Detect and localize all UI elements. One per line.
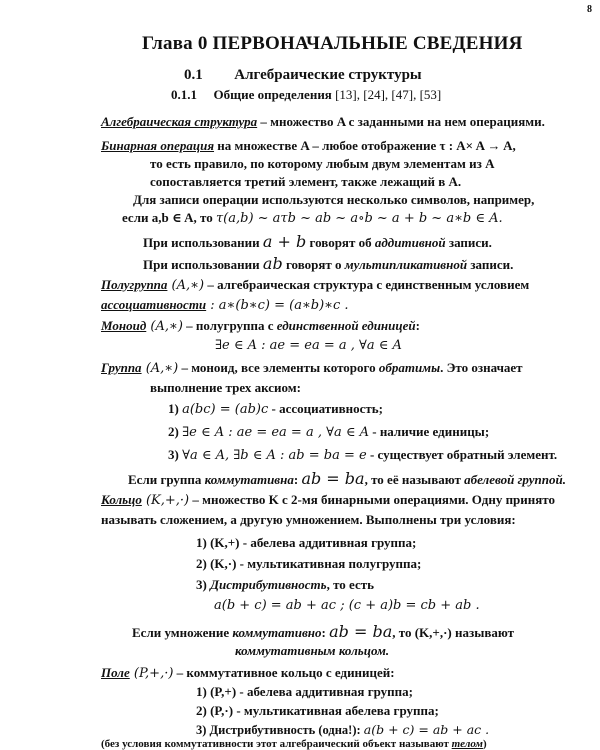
- subsection-number: 0.1.1: [171, 87, 197, 102]
- section-number: 0.1: [184, 67, 203, 83]
- field-c3-math: a(b + c) = ab + ac .: [363, 722, 490, 737]
- axiom-2-math: ∃e ∈ A : ae = ea = a , ∀a ∈ A: [182, 425, 369, 440]
- ring-cond-3: [196, 577, 374, 593]
- group-line2: выполнение трех аксиом:: [150, 380, 301, 395]
- additive-post: записи.: [445, 235, 492, 250]
- def-ring: [101, 492, 555, 509]
- term-alg-structure: Алгебраическая структура: [101, 114, 258, 129]
- section-heading: [184, 66, 422, 85]
- comm-pre: Если умножение: [132, 625, 233, 640]
- chapter-title: Глава 0 ПЕРВОНАЧАЛЬНЫЕ СВЕДЕНИЯ: [142, 33, 523, 54]
- group-axiom-3: [168, 447, 557, 464]
- field-cond-2: 2) (P,·) - мультикативная абелева группа;: [196, 703, 439, 718]
- monoid-formula: ∃e ∈ A : ae = ea = a , ∀a ∈ A: [215, 338, 402, 353]
- def-field: [101, 665, 395, 682]
- binary-op-line4: Для записи операции используются несколько символов, например,: [133, 192, 535, 207]
- def-semigroup: [101, 277, 529, 294]
- field-text: – коммутативное кольцо с единицей:: [173, 665, 395, 680]
- field-cond-1: 1) (P,+) - абелева аддитивная группа;: [196, 684, 413, 699]
- group-text: – моноид, все элементы которого: [178, 360, 379, 375]
- note-pre: (без условия коммутативности этот алгебраический объект называют: [101, 738, 452, 750]
- ring-c3-pre: 3): [196, 577, 211, 592]
- group-axiom-2: [168, 424, 489, 441]
- mult-term: мультипликативной: [344, 257, 468, 272]
- additive-pre: При использовании: [143, 235, 263, 250]
- term-monoid: Моноид: [101, 318, 147, 333]
- axiom-2-text: - наличие единицы;: [368, 424, 490, 439]
- def-alg-structure: [101, 114, 545, 130]
- subsection-heading: [171, 87, 441, 103]
- binary-op-line3: сопоставляется третий элемент, также лежащий в A.: [150, 174, 462, 189]
- term-associativity: ассоциативности: [101, 297, 207, 312]
- comm-post: , то (K,+,·) называют: [392, 625, 515, 640]
- semigroup-text: – алгебраическая структура с единственным условием: [204, 277, 530, 292]
- term-binary-op: Бинарная операция: [101, 138, 215, 153]
- axiom-2-num: 2): [168, 424, 179, 439]
- axiom-1-text: - ассоциативность;: [268, 401, 384, 416]
- semigroup-pair: (A,∗): [167, 278, 205, 293]
- commutative-ring-name: коммутативным кольцом.: [235, 643, 390, 658]
- additive-note: [143, 232, 492, 252]
- monoid-post: :: [415, 318, 420, 333]
- mult-mid: говорят о: [282, 257, 345, 272]
- term-semigroup: Полугруппа: [101, 277, 168, 292]
- ring-triple: (K,+,·): [141, 493, 190, 508]
- additive-term: аддитивной: [374, 235, 446, 250]
- binary-op-line5-pre: если a,b ∈ A, то: [122, 210, 216, 225]
- binary-op-line2: то есть правило, по которому любым двум элементам из A: [150, 156, 495, 171]
- def-alg-structure-text: – множество A с заданными на нем операциями.: [257, 114, 545, 129]
- axiom-3-math: ∀a ∈ A, ∃b ∈ A : ab = ba = e: [182, 448, 367, 463]
- comm-colon: :: [321, 625, 330, 640]
- distributivity-formula: a(b + c) = ab + ac ; (c + a)b = cb + ab .: [214, 598, 480, 613]
- field-triple: (P,+,·): [129, 666, 174, 681]
- mult-pre: При использовании: [143, 257, 263, 272]
- term-skew-field: телом: [451, 738, 483, 750]
- ring-c3-post: , то есть: [326, 577, 375, 592]
- group-pair: (A,∗): [141, 361, 179, 376]
- page-number: 8: [587, 4, 592, 15]
- ring-line2: называть сложением, а другую умножением. Выполнены три условия:: [101, 512, 516, 527]
- def-group: [101, 360, 523, 377]
- skew-field-note: [101, 739, 487, 750]
- axiom-1-math: a(bc) = (ab)c: [182, 402, 269, 417]
- def-binary-op: [101, 138, 516, 154]
- axiom-3-text: - существует обратный элемент.: [366, 447, 558, 462]
- assoc-formula: : a∗(b∗c) = (a∗b)∗c .: [206, 298, 349, 313]
- mult-math: ab: [262, 254, 283, 273]
- group-post: . Это означает: [440, 360, 523, 375]
- abelian-group-note: [128, 469, 566, 489]
- ring-c3-term: Дистрибутивность: [210, 577, 327, 592]
- term-field: Поле: [101, 665, 130, 680]
- note-post: ): [482, 738, 487, 750]
- semigroup-assoc: [101, 297, 349, 314]
- field-cond-3: [196, 722, 489, 739]
- monoid-text: – полугруппа с: [182, 318, 277, 333]
- axiom-1-num: 1): [168, 401, 179, 416]
- monoid-pair: (A,∗): [146, 319, 183, 334]
- commutative-ring-note: [132, 622, 514, 642]
- additive-math: a + b: [262, 232, 307, 251]
- binary-op-line5: [122, 210, 503, 227]
- group-term: обратимы: [378, 360, 441, 375]
- subsection-refs: [13], [24], [47], [53]: [335, 87, 442, 102]
- term-group: Группа: [101, 360, 142, 375]
- abel-math: ab = ba: [301, 469, 365, 488]
- def-binary-op-text: на множестве A – любое отображение τ : A× A → A,: [214, 138, 516, 153]
- abel-term: коммутативна: [204, 472, 294, 487]
- mult-post: записи.: [467, 257, 514, 272]
- subsection-title: Общие определения: [213, 87, 332, 102]
- comm-math: ab = ba: [329, 622, 393, 641]
- monoid-term: единственной единицей: [276, 318, 416, 333]
- term-ring: Кольцо: [101, 492, 142, 507]
- abel-pre: Если группа: [128, 472, 205, 487]
- additive-mid: говорят об: [306, 235, 375, 250]
- def-monoid: [101, 318, 420, 335]
- comm-term: коммутативно: [232, 625, 322, 640]
- mult-note: [143, 254, 513, 274]
- section-title: Алгебраические структуры: [234, 67, 422, 83]
- abel-name: абелевой группой.: [464, 472, 566, 487]
- ring-cond-1: 1) (K,+) - абелева аддитивная группа;: [196, 535, 417, 550]
- group-axiom-1: [168, 401, 383, 418]
- abel-post: , то её называют: [364, 472, 465, 487]
- abel-colon: :: [293, 472, 302, 487]
- notation-formula: τ(a,b) ~ aτb ~ ab ~ a∘b ~ a + b ~ a∗b ∈ A.: [215, 211, 503, 226]
- axiom-3-num: 3): [168, 447, 179, 462]
- field-c3-text: 3) Дистрибутивность (одна!):: [196, 723, 364, 737]
- ring-text: – множество K с 2-мя бинарными операциями. Одну принято: [189, 492, 556, 507]
- ring-cond-2: 2) (K,·) - мультикативная полугруппа;: [196, 556, 422, 571]
